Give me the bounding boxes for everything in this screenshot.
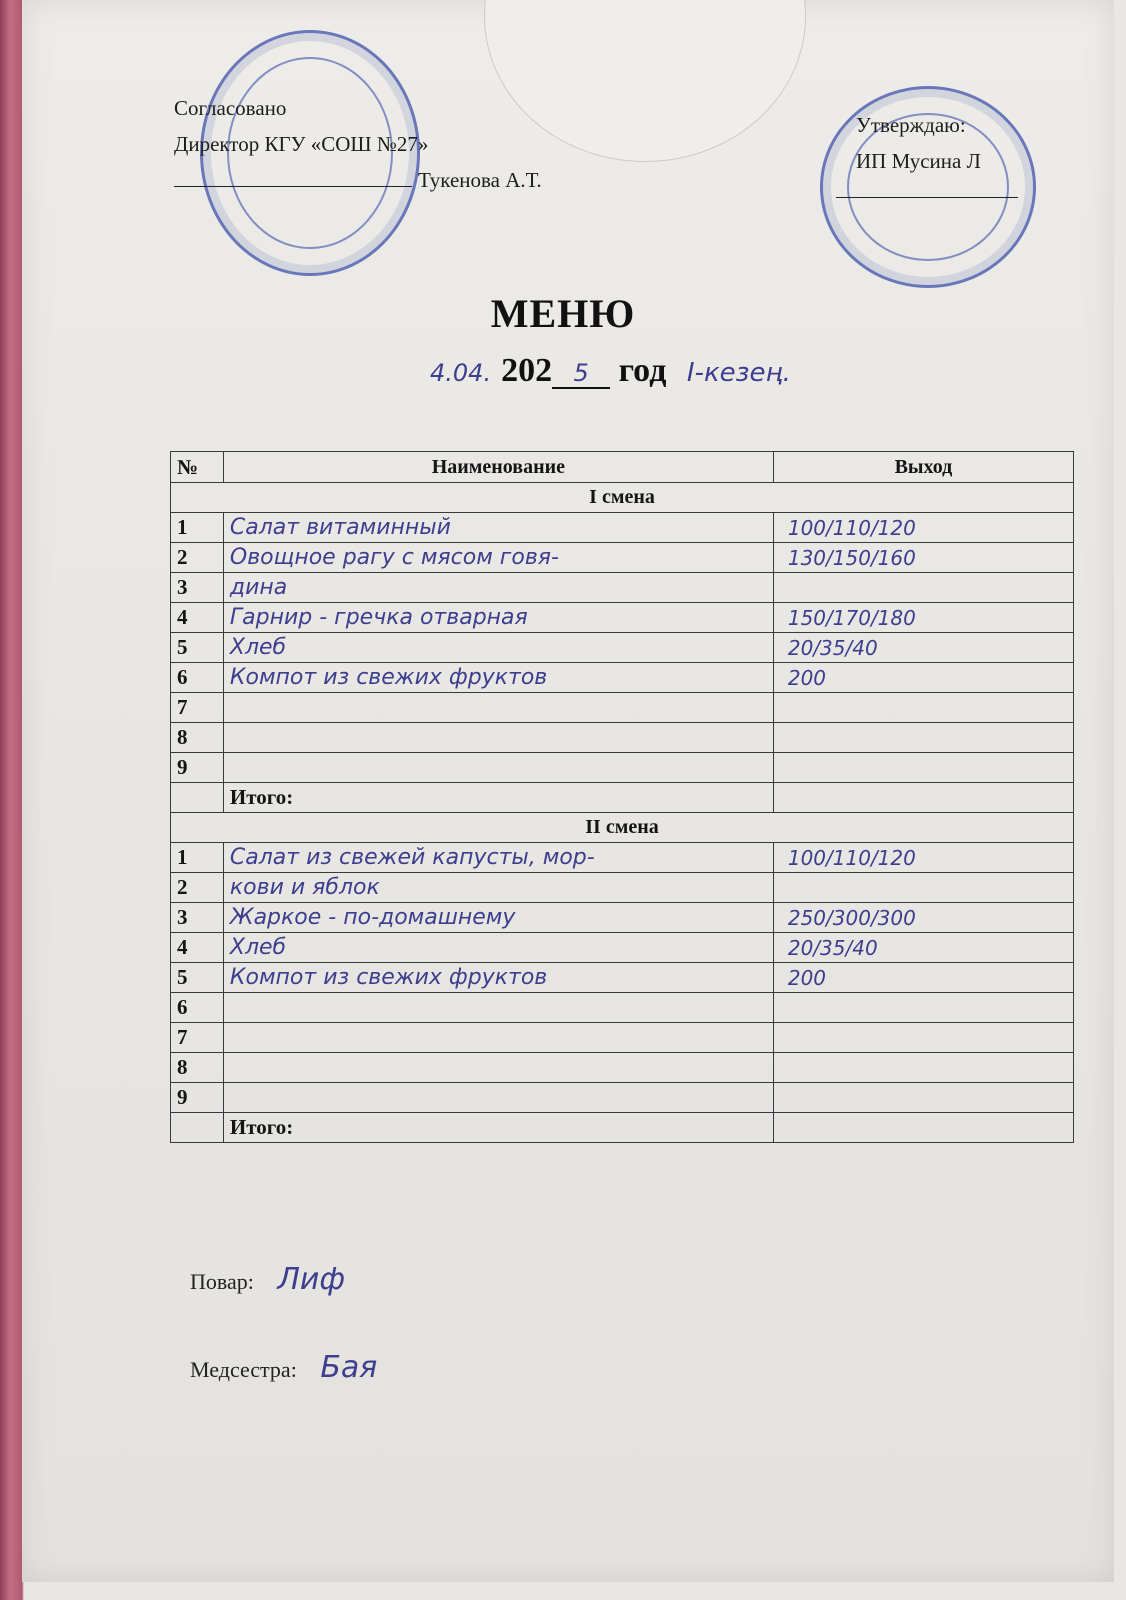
dish-output: 250/300/300 <box>773 903 1073 933</box>
row-number: 4 <box>171 933 224 963</box>
row-number: 9 <box>171 1083 224 1113</box>
col-header-output: Выход <box>773 452 1073 483</box>
dish-output <box>773 993 1073 1023</box>
table-row <box>171 633 1074 663</box>
row-number: 3 <box>171 573 224 603</box>
dish-name: Хлеб <box>223 633 773 663</box>
dish-name <box>223 723 773 753</box>
dish-output <box>773 873 1073 903</box>
dish-name <box>223 753 773 783</box>
table-row <box>171 603 1074 633</box>
dish-name: Компот из свежих фруктов <box>223 663 773 693</box>
signature-line <box>836 179 1018 198</box>
dish-output: 20/35/40 <box>773 933 1073 963</box>
dish-name <box>223 993 773 1023</box>
approval-name: Тукенова А.Т. <box>418 168 542 192</box>
row-number: 2 <box>171 873 224 903</box>
row-number: 7 <box>171 693 224 723</box>
dish-output: 100/110/120 <box>773 513 1073 543</box>
total-label: Итого: <box>223 783 773 813</box>
dish-name <box>223 1083 773 1113</box>
row-number: 6 <box>171 663 224 693</box>
table-row <box>171 1023 1074 1053</box>
row-number: 5 <box>171 963 224 993</box>
dish-name <box>223 1023 773 1053</box>
total-value <box>773 783 1073 813</box>
table-row <box>171 963 1074 993</box>
shift-row <box>171 483 1074 513</box>
row-number: 9 <box>171 753 224 783</box>
nurse-signature: Бая <box>320 1350 378 1385</box>
total-row <box>171 1113 1074 1143</box>
row-number: 2 <box>171 543 224 573</box>
year-prefix: 202 <box>501 352 553 389</box>
nurse-label: Медсестра: <box>190 1357 297 1382</box>
confirmation-name: ИП Мусина Л <box>856 149 981 173</box>
dish-name: Компот из свежих фруктов <box>223 963 773 993</box>
dish-output: 150/170/180 <box>773 603 1073 633</box>
table-row <box>171 993 1074 1023</box>
confirmation-caption: Утверждаю: <box>856 113 966 137</box>
shift-row <box>171 813 1074 843</box>
dish-name: Салат из свежей капусты, мор- <box>223 843 773 873</box>
menu-table <box>170 451 1074 1143</box>
dish-name: Салат витаминный <box>223 513 773 543</box>
year-word: год <box>618 352 667 389</box>
cook-label: Повар: <box>190 1269 254 1294</box>
cook-signature: Лиф <box>277 1262 346 1297</box>
row-number: 6 <box>171 993 224 1023</box>
dish-name: дина <box>223 573 773 603</box>
table-row <box>171 753 1074 783</box>
table-row <box>171 903 1074 933</box>
table-header-row <box>171 452 1074 483</box>
nurse-line <box>190 1350 377 1385</box>
dish-output: 200 <box>773 963 1073 993</box>
table-row <box>171 513 1074 543</box>
table-row <box>171 573 1074 603</box>
dish-output: 130/150/160 <box>773 543 1073 573</box>
row-number: 8 <box>171 1053 224 1083</box>
table-row <box>171 663 1074 693</box>
row-number: 7 <box>171 1023 224 1053</box>
cook-line <box>190 1262 345 1297</box>
total-value <box>773 1113 1073 1143</box>
signature-line <box>174 186 412 187</box>
col-header-number: № <box>171 452 224 483</box>
dish-name: Гарнир - гречка отварная <box>223 603 773 633</box>
dish-output <box>773 1083 1073 1113</box>
table-row <box>171 693 1074 723</box>
table-row <box>171 723 1074 753</box>
dish-output <box>773 1053 1073 1083</box>
dish-name <box>223 1053 773 1083</box>
dish-name: кови и яблок <box>223 873 773 903</box>
dish-output <box>773 723 1073 753</box>
row-number: 8 <box>171 723 224 753</box>
row-number: 1 <box>171 843 224 873</box>
approval-caption: Согласовано <box>174 96 287 120</box>
page-title: МЕНЮ <box>490 291 636 336</box>
period-note: I-кезең. <box>686 358 791 388</box>
dish-output: 100/110/120 <box>773 843 1073 873</box>
table-row <box>171 933 1074 963</box>
dish-output <box>773 753 1073 783</box>
total-number-cell <box>171 783 224 813</box>
row-number: 5 <box>171 633 224 663</box>
shift-label: I смена <box>171 483 1074 513</box>
total-label: Итого: <box>223 1113 773 1143</box>
approval-block <box>174 90 542 198</box>
table-row <box>171 1053 1074 1083</box>
year-fill: 5 <box>552 359 610 389</box>
shift-label: II смена <box>171 813 1074 843</box>
approval-position: Директор КГУ «СОШ №27» <box>174 132 429 156</box>
dish-name: Хлеб <box>223 933 773 963</box>
total-row <box>171 783 1074 813</box>
dish-output <box>773 573 1073 603</box>
row-number: 1 <box>171 513 224 543</box>
table-row <box>171 543 1074 573</box>
col-header-name: Наименование <box>223 452 773 483</box>
confirmation-block <box>856 107 1018 198</box>
total-number-cell <box>171 1113 224 1143</box>
table-row <box>171 1083 1074 1113</box>
dish-name: Овощное рагу с мясом говя- <box>223 543 773 573</box>
handwritten-date: 4.04. <box>430 359 492 387</box>
date-line <box>430 352 791 390</box>
dish-output <box>773 693 1073 723</box>
row-number: 4 <box>171 603 224 633</box>
table-row <box>171 843 1074 873</box>
dish-output: 200 <box>773 663 1073 693</box>
table-row <box>171 873 1074 903</box>
dish-name: Жаркое - по-домашнему <box>223 903 773 933</box>
dish-name <box>223 693 773 723</box>
row-number: 3 <box>171 903 224 933</box>
dish-output: 20/35/40 <box>773 633 1073 663</box>
dish-output <box>773 1023 1073 1053</box>
